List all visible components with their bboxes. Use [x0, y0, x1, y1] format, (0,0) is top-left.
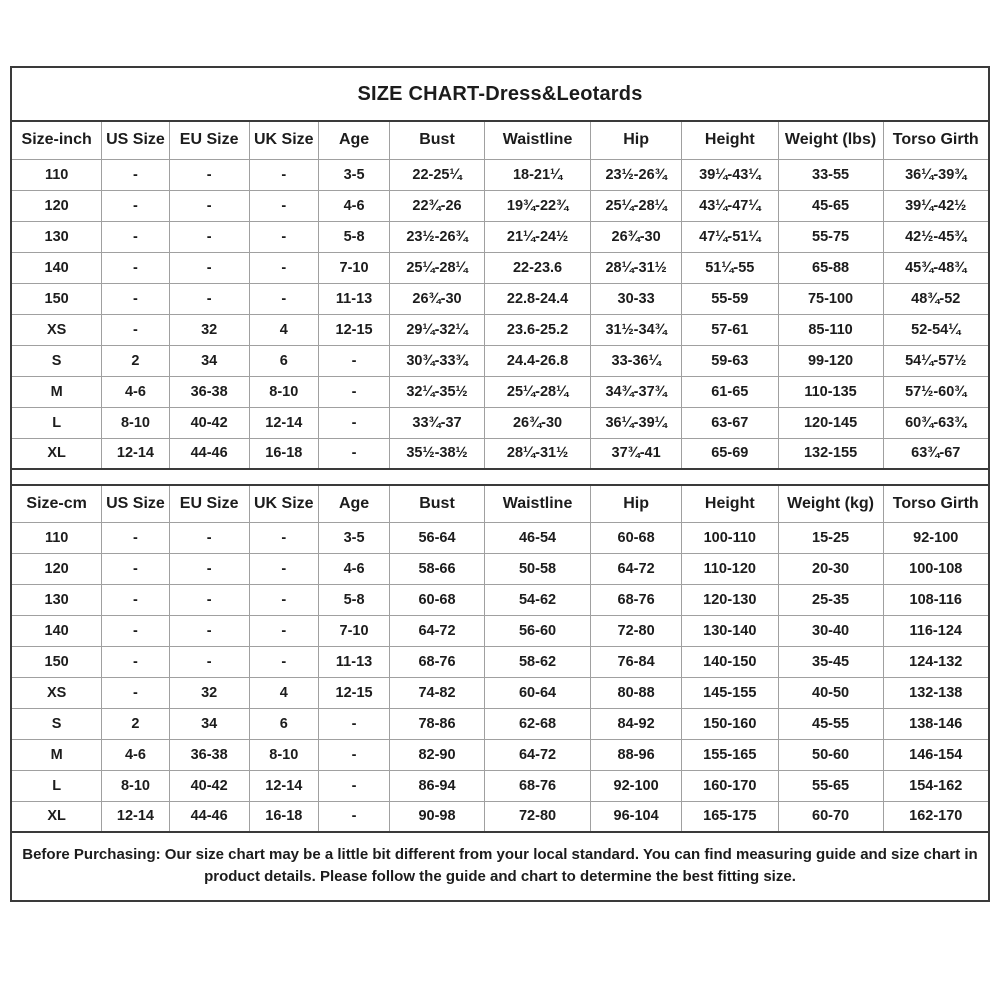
table-cell: - — [249, 553, 318, 584]
table-gap — [12, 470, 988, 484]
table-cell: L — [12, 407, 102, 438]
table-cell: 45¾-48¾ — [883, 252, 988, 283]
table-cell: 11-13 — [318, 283, 389, 314]
column-header: Waistline — [484, 485, 590, 522]
table-cell: 36¼-39¾ — [883, 159, 988, 190]
table-row — [12, 376, 988, 407]
table-cell: 4-6 — [102, 376, 169, 407]
title-bar — [12, 68, 988, 122]
table-cell: 24.4-26.8 — [484, 345, 590, 376]
table-cell: 5-8 — [318, 221, 389, 252]
table-cell: 19¾-22¾ — [484, 190, 590, 221]
table-cell: 68-76 — [484, 770, 590, 801]
table-cell: 55-75 — [778, 221, 883, 252]
table-cell: 45-65 — [778, 190, 883, 221]
size-chart-panel — [10, 66, 990, 902]
table-row — [12, 190, 988, 221]
table-cell: 32 — [169, 314, 249, 345]
table-cell: 72-80 — [591, 615, 682, 646]
size-table-inch-header — [12, 122, 988, 159]
table-cell: - — [102, 252, 169, 283]
column-header: Hip — [591, 485, 682, 522]
table-cell: XL — [12, 801, 102, 832]
table-cell: 7-10 — [318, 252, 389, 283]
table-cell: - — [169, 283, 249, 314]
table-cell: 35½-38½ — [390, 438, 485, 469]
table-cell: - — [102, 677, 169, 708]
table-cell: 31½-34¾ — [591, 314, 682, 345]
table-cell: 36-38 — [169, 376, 249, 407]
table-cell: 34¾-37¾ — [591, 376, 682, 407]
table-cell: 26¾-30 — [390, 283, 485, 314]
table-cell: 150 — [12, 283, 102, 314]
table-cell: 72-80 — [484, 801, 590, 832]
table-cell: 44-46 — [169, 801, 249, 832]
table-cell: 29¼-32¼ — [390, 314, 485, 345]
table-cell: 28¼-31½ — [591, 252, 682, 283]
table-cell: 58-66 — [390, 553, 485, 584]
table-cell: 165-175 — [681, 801, 778, 832]
table-cell: 26¾-30 — [484, 407, 590, 438]
table-cell: 20-30 — [778, 553, 883, 584]
table-cell: 40-50 — [778, 677, 883, 708]
table-cell: 124-132 — [883, 646, 988, 677]
table-cell: 145-155 — [681, 677, 778, 708]
table-cell: 64-72 — [390, 615, 485, 646]
table-cell: 68-76 — [591, 584, 682, 615]
table-cell: 35-45 — [778, 646, 883, 677]
table-cell: 56-64 — [390, 522, 485, 553]
table-cell: 25¼-28¼ — [484, 376, 590, 407]
table-row — [12, 522, 988, 553]
table-cell: 43¼-47¼ — [681, 190, 778, 221]
table-cell: - — [318, 708, 389, 739]
table-cell: 42½-45¾ — [883, 221, 988, 252]
table-cell: 60-70 — [778, 801, 883, 832]
table-cell: - — [249, 252, 318, 283]
table-cell: 37¾-41 — [591, 438, 682, 469]
table-cell: 146-154 — [883, 739, 988, 770]
table-cell: 154-162 — [883, 770, 988, 801]
table-cell: 110 — [12, 159, 102, 190]
table-cell: S — [12, 708, 102, 739]
table-cell: 110-135 — [778, 376, 883, 407]
table-cell: 33¾-37 — [390, 407, 485, 438]
table-cell: 30-40 — [778, 615, 883, 646]
table-cell: 54-62 — [484, 584, 590, 615]
table-row — [12, 438, 988, 469]
table-cell: 15-25 — [778, 522, 883, 553]
table-cell: 8-10 — [102, 770, 169, 801]
table-cell: - — [102, 646, 169, 677]
table-cell: 48¾-52 — [883, 283, 988, 314]
table-cell: 88-96 — [591, 739, 682, 770]
table-cell: - — [318, 739, 389, 770]
table-cell: - — [102, 283, 169, 314]
table-cell: 12-14 — [249, 770, 318, 801]
table-cell: 25-35 — [778, 584, 883, 615]
column-header: US Size — [102, 485, 169, 522]
table-cell: 140 — [12, 252, 102, 283]
table-cell: 130 — [12, 221, 102, 252]
table-cell: 23.6-25.2 — [484, 314, 590, 345]
table-cell: 28¼-31½ — [484, 438, 590, 469]
table-cell: - — [102, 314, 169, 345]
table-cell: 16-18 — [249, 438, 318, 469]
table-cell: 56-60 — [484, 615, 590, 646]
table-cell: 108-116 — [883, 584, 988, 615]
table-cell: 55-65 — [778, 770, 883, 801]
table-row — [12, 615, 988, 646]
table-cell: 110-120 — [681, 553, 778, 584]
table-cell: - — [249, 584, 318, 615]
table-cell: - — [102, 553, 169, 584]
table-cell: 50-60 — [778, 739, 883, 770]
table-cell: 4 — [249, 314, 318, 345]
page-title: SIZE CHART-Dress&Leotards — [357, 82, 643, 105]
table-cell: 155-165 — [681, 739, 778, 770]
table-cell: 22-23.6 — [484, 252, 590, 283]
size-table-cm-body — [12, 522, 988, 832]
table-cell: 57-61 — [681, 314, 778, 345]
table-row — [12, 677, 988, 708]
table-row — [12, 646, 988, 677]
table-cell: 2 — [102, 708, 169, 739]
table-cell: 90-98 — [390, 801, 485, 832]
table-cell: - — [318, 345, 389, 376]
column-header: Size-cm — [26, 494, 87, 512]
table-row — [12, 314, 988, 345]
table-cell: 57½-60¾ — [883, 376, 988, 407]
table-cell: 22.8-24.4 — [484, 283, 590, 314]
table-cell: 132-155 — [778, 438, 883, 469]
table-cell: - — [169, 553, 249, 584]
column-header: Torso Girth — [883, 485, 988, 522]
table-cell: 60-64 — [484, 677, 590, 708]
table-cell: S — [12, 345, 102, 376]
table-cell: 60-68 — [591, 522, 682, 553]
table-cell: 92-100 — [591, 770, 682, 801]
table-cell: - — [169, 252, 249, 283]
column-header: Weight (lbs) — [778, 122, 883, 159]
table-cell: - — [318, 438, 389, 469]
table-cell: 64-72 — [591, 553, 682, 584]
table-cell: - — [169, 615, 249, 646]
table-cell: 60-68 — [390, 584, 485, 615]
table-cell: 22-25¼ — [390, 159, 485, 190]
table-cell: 110 — [12, 522, 102, 553]
table-cell: 140-150 — [681, 646, 778, 677]
column-header: Height — [681, 122, 778, 159]
table-cell: 11-13 — [318, 646, 389, 677]
table-cell: L — [12, 770, 102, 801]
table-cell: 12-15 — [318, 677, 389, 708]
table-cell: 5-8 — [318, 584, 389, 615]
table-cell: 120 — [12, 190, 102, 221]
table-row — [12, 221, 988, 252]
table-cell: 120-145 — [778, 407, 883, 438]
table-cell: 116-124 — [883, 615, 988, 646]
table-row — [12, 252, 988, 283]
table-cell: - — [318, 770, 389, 801]
table-cell: 4-6 — [318, 553, 389, 584]
column-header: Torso Girth — [883, 122, 988, 159]
table-cell: 62-68 — [484, 708, 590, 739]
table-cell: - — [249, 159, 318, 190]
table-cell: 21¼-24½ — [484, 221, 590, 252]
table-cell: 6 — [249, 345, 318, 376]
table-cell: - — [249, 283, 318, 314]
table-cell: 16-18 — [249, 801, 318, 832]
table-cell: XS — [12, 677, 102, 708]
size-table-cm — [12, 484, 988, 833]
table-cell: 58-62 — [484, 646, 590, 677]
table-cell: 120 — [12, 553, 102, 584]
table-cell: 30¾-33¾ — [390, 345, 485, 376]
table-cell: 80-88 — [591, 677, 682, 708]
table-cell: - — [169, 159, 249, 190]
size-table-cm-header — [12, 485, 988, 522]
table-cell: 150 — [12, 646, 102, 677]
table-row — [12, 584, 988, 615]
table-cell: XS — [12, 314, 102, 345]
table-cell: 23½-26¾ — [390, 221, 485, 252]
table-cell: - — [102, 615, 169, 646]
column-header: Size-inch — [21, 131, 92, 149]
table-cell: - — [318, 801, 389, 832]
table-cell: 12-15 — [318, 314, 389, 345]
column-header: EU Size — [169, 122, 249, 159]
table-cell: 65-69 — [681, 438, 778, 469]
table-cell: 22¾-26 — [390, 190, 485, 221]
table-cell: 120-130 — [681, 584, 778, 615]
purchase-note: Before Purchasing: Our size chart may be a little bit different from your local standard. You can find measuring guide and size chart in product details. Please follow the guide and chart to determine the best fitting size. — [22, 846, 978, 885]
table-cell: 84-92 — [591, 708, 682, 739]
table-cell: 140 — [12, 615, 102, 646]
table-cell: 65-88 — [778, 252, 883, 283]
column-header: Age — [318, 122, 389, 159]
table-cell: 3-5 — [318, 522, 389, 553]
table-row — [12, 283, 988, 314]
table-row — [12, 739, 988, 770]
table-cell: 4 — [249, 677, 318, 708]
table-cell: 4-6 — [318, 190, 389, 221]
table-cell: 8-10 — [249, 739, 318, 770]
table-cell: 23½-26¾ — [591, 159, 682, 190]
table-cell: 47¼-51¼ — [681, 221, 778, 252]
column-header: Bust — [390, 122, 485, 159]
table-cell: - — [102, 190, 169, 221]
size-table-inch-body — [12, 159, 988, 469]
table-cell: 92-100 — [883, 522, 988, 553]
table-row — [12, 553, 988, 584]
table-cell: 75-100 — [778, 283, 883, 314]
table-cell: - — [318, 376, 389, 407]
table-cell: - — [102, 159, 169, 190]
table-cell: 12-14 — [102, 801, 169, 832]
table-cell: 6 — [249, 708, 318, 739]
table-cell: 160-170 — [681, 770, 778, 801]
table-cell: M — [12, 739, 102, 770]
table-cell: 138-146 — [883, 708, 988, 739]
table-cell: - — [249, 646, 318, 677]
table-cell: 46-54 — [484, 522, 590, 553]
table-cell: - — [169, 646, 249, 677]
table-cell: 36¼-39¼ — [591, 407, 682, 438]
table-cell: 2 — [102, 345, 169, 376]
table-cell: - — [169, 221, 249, 252]
table-cell: 150-160 — [681, 708, 778, 739]
column-header: Weight (kg) — [778, 485, 883, 522]
table-cell: 45-55 — [778, 708, 883, 739]
table-cell: 18-21¼ — [484, 159, 590, 190]
table-cell: 12-14 — [102, 438, 169, 469]
table-cell: 3-5 — [318, 159, 389, 190]
column-header: Height — [681, 485, 778, 522]
table-cell: 68-76 — [390, 646, 485, 677]
table-cell: 32 — [169, 677, 249, 708]
table-cell: 8-10 — [102, 407, 169, 438]
table-cell: 40-42 — [169, 407, 249, 438]
table-cell: 59-63 — [681, 345, 778, 376]
table-row — [12, 708, 988, 739]
table-row — [12, 345, 988, 376]
table-cell: 33-36¼ — [591, 345, 682, 376]
table-cell: 99-120 — [778, 345, 883, 376]
column-header: Hip — [591, 122, 682, 159]
table-cell: 26¾-30 — [591, 221, 682, 252]
table-cell: 34 — [169, 345, 249, 376]
table-cell: 51¼-55 — [681, 252, 778, 283]
table-cell: 100-108 — [883, 553, 988, 584]
table-cell: 61-65 — [681, 376, 778, 407]
table-cell: 39¼-43¼ — [681, 159, 778, 190]
table-cell: 130 — [12, 584, 102, 615]
table-cell: 52-54¼ — [883, 314, 988, 345]
table-cell: 85-110 — [778, 314, 883, 345]
column-header: Bust — [390, 485, 485, 522]
table-cell: 7-10 — [318, 615, 389, 646]
table-cell: 32¼-35½ — [390, 376, 485, 407]
table-cell: M — [12, 376, 102, 407]
column-header: US Size — [102, 122, 169, 159]
table-cell: 64-72 — [484, 739, 590, 770]
table-cell: - — [102, 522, 169, 553]
table-cell: - — [169, 584, 249, 615]
table-cell: 39¼-42½ — [883, 190, 988, 221]
column-header: EU Size — [169, 485, 249, 522]
table-cell: 55-59 — [681, 283, 778, 314]
table-cell: 25¼-28¼ — [390, 252, 485, 283]
table-cell: 44-46 — [169, 438, 249, 469]
table-cell: 36-38 — [169, 739, 249, 770]
column-header: UK Size — [249, 122, 318, 159]
table-row — [12, 159, 988, 190]
column-header: Age — [318, 485, 389, 522]
table-cell: 63¾-67 — [883, 438, 988, 469]
table-cell: XL — [12, 438, 102, 469]
table-cell: 60¾-63¾ — [883, 407, 988, 438]
table-cell: 50-58 — [484, 553, 590, 584]
table-cell: 130-140 — [681, 615, 778, 646]
table-cell: 33-55 — [778, 159, 883, 190]
table-cell: - — [249, 522, 318, 553]
table-cell: 40-42 — [169, 770, 249, 801]
table-cell: - — [102, 221, 169, 252]
table-cell: 162-170 — [883, 801, 988, 832]
table-cell: - — [249, 615, 318, 646]
table-cell: 96-104 — [591, 801, 682, 832]
table-cell: - — [169, 522, 249, 553]
size-table-inch — [12, 122, 988, 470]
table-cell: 25¼-28¼ — [591, 190, 682, 221]
table-cell: - — [249, 221, 318, 252]
table-cell: 78-86 — [390, 708, 485, 739]
table-cell: - — [318, 407, 389, 438]
table-row — [12, 407, 988, 438]
table-cell: 76-84 — [591, 646, 682, 677]
table-cell: 34 — [169, 708, 249, 739]
table-row — [12, 770, 988, 801]
table-cell: 30-33 — [591, 283, 682, 314]
table-cell: 132-138 — [883, 677, 988, 708]
table-cell: 100-110 — [681, 522, 778, 553]
table-cell: - — [102, 584, 169, 615]
table-row — [12, 801, 988, 832]
column-header: Waistline — [484, 122, 590, 159]
table-cell: 4-6 — [102, 739, 169, 770]
table-cell: 8-10 — [249, 376, 318, 407]
table-cell: 82-90 — [390, 739, 485, 770]
table-cell: 63-67 — [681, 407, 778, 438]
table-cell: 12-14 — [249, 407, 318, 438]
table-cell: 86-94 — [390, 770, 485, 801]
table-cell: 74-82 — [390, 677, 485, 708]
table-cell: - — [249, 190, 318, 221]
table-cell: 54¼-57½ — [883, 345, 988, 376]
column-header: UK Size — [249, 485, 318, 522]
table-cell: - — [169, 190, 249, 221]
